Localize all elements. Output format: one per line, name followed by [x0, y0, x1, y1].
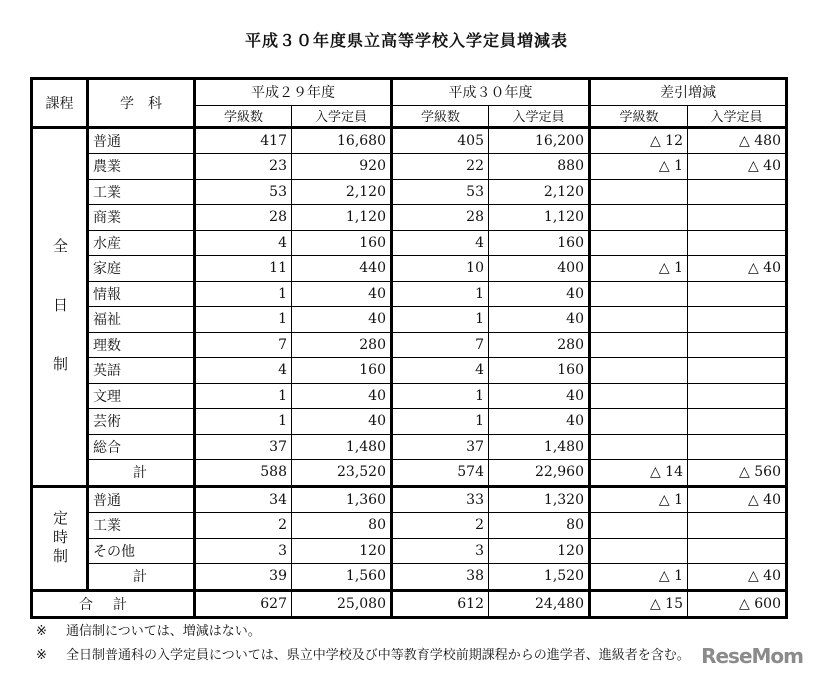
header-h29-classes: 学級数 — [195, 105, 292, 127]
cell-subject: 農業 — [88, 154, 195, 180]
cell-h30-classes: 1 — [392, 307, 489, 333]
header-h29-capacity: 入学定員 — [292, 105, 392, 127]
cell-h29-capacity: 1,560 — [292, 564, 392, 591]
cell-h30-capacity: 40 — [489, 409, 590, 435]
cell-grand-total-label: 合計 — [32, 590, 195, 618]
cell-h29-capacity: 160 — [292, 230, 392, 256]
cell-h29-capacity: 120 — [292, 538, 392, 564]
cell-diff-capacity: △ 40 — [688, 154, 787, 180]
table-row — [32, 434, 787, 460]
cell-diff-classes: △ 12 — [590, 127, 688, 154]
course-label: 全日制 — [51, 238, 69, 415]
cell-h30-capacity: 160 — [489, 358, 590, 384]
footnotes — [36, 620, 690, 668]
cell-subject: 情報 — [88, 281, 195, 307]
cell-subject: 普通 — [88, 127, 195, 154]
header-h30-classes: 学級数 — [392, 105, 489, 127]
cell-diff-capacity: △ 40 — [688, 564, 787, 591]
cell-h30-capacity: 1,480 — [489, 434, 590, 460]
cell-h30-capacity: 40 — [489, 307, 590, 333]
cell-h29-classes: 53 — [195, 179, 292, 205]
header-row-1 — [32, 79, 787, 106]
cell-diff-classes — [590, 179, 688, 205]
cell-diff-classes — [590, 513, 688, 539]
table-row — [32, 486, 787, 513]
cell-h30-capacity: 80 — [489, 513, 590, 539]
cell-diff-classes: △ 1 — [590, 564, 688, 591]
cell-diff-classes: △ 1 — [590, 486, 688, 513]
cell-diff-capacity — [688, 434, 787, 460]
cell-diff-capacity — [688, 332, 787, 358]
cell-diff-classes — [590, 538, 688, 564]
cell-subject: 普通 — [88, 486, 195, 513]
cell-h30-classes: 4 — [392, 230, 489, 256]
table-row — [32, 383, 787, 409]
cell-h30-classes: 38 — [392, 564, 489, 591]
cell-h30-capacity: 16,200 — [489, 127, 590, 154]
cell-diff-capacity — [688, 383, 787, 409]
cell-h30-classes: 1 — [392, 409, 489, 435]
cell-h29-classes: 4 — [195, 358, 292, 384]
cell-h29-capacity: 1,120 — [292, 205, 392, 231]
cell-h30-capacity: 22,960 — [489, 460, 590, 487]
cell-h29-capacity: 440 — [292, 256, 392, 282]
cell-h29-classes: 2 — [195, 513, 292, 539]
table-row — [32, 358, 787, 384]
cell-h30-classes: 3 — [392, 538, 489, 564]
cell-h30-classes: 28 — [392, 205, 489, 231]
cell-diff-capacity — [688, 307, 787, 333]
cell-h29-classes: 417 — [195, 127, 292, 154]
cell-h29-capacity: 1,480 — [292, 434, 392, 460]
cell-subject: 工業 — [88, 513, 195, 539]
header-h30: 平成３０年度 — [392, 79, 590, 106]
footnote-text: 通信制については、増減はない。 — [66, 624, 261, 639]
cell-h30-capacity: 24,480 — [489, 590, 590, 618]
cell-h29-capacity: 160 — [292, 358, 392, 384]
header-subject: 学 科 — [88, 79, 195, 128]
cell-diff-classes — [590, 358, 688, 384]
table-row — [32, 513, 787, 539]
cell-h29-classes: 1 — [195, 383, 292, 409]
subtotal-row — [32, 564, 787, 591]
cell-diff-capacity: △ 40 — [688, 486, 787, 513]
watermark-logo: ReseMom — [701, 644, 803, 668]
cell-h29-capacity: 2,120 — [292, 179, 392, 205]
table-row — [32, 179, 787, 205]
cell-h29-classes: 1 — [195, 409, 292, 435]
footnote-mark: ※ — [36, 648, 47, 663]
cell-diff-classes — [590, 307, 688, 333]
table-row — [32, 307, 787, 333]
cell-h29-capacity: 40 — [292, 383, 392, 409]
table-row — [32, 230, 787, 256]
cell-subject: 文理 — [88, 383, 195, 409]
table-row — [32, 538, 787, 564]
header-diff-capacity: 入学定員 — [688, 105, 787, 127]
cell-h30-classes: 10 — [392, 256, 489, 282]
footnote-mark: ※ — [36, 624, 47, 639]
cell-h30-classes: 37 — [392, 434, 489, 460]
cell-subject: 芸術 — [88, 409, 195, 435]
cell-subject: 英語 — [88, 358, 195, 384]
header-h30-capacity: 入学定員 — [489, 105, 590, 127]
cell-diff-classes: △ 14 — [590, 460, 688, 487]
cell-h29-classes: 1 — [195, 281, 292, 307]
cell-diff-capacity — [688, 409, 787, 435]
cell-h29-capacity: 25,080 — [292, 590, 392, 618]
footnote — [36, 644, 690, 668]
cell-subtotal-label: 計 — [88, 564, 195, 591]
cell-diff-capacity: △ 480 — [688, 127, 787, 154]
cell-diff-capacity — [688, 179, 787, 205]
cell-diff-capacity — [688, 281, 787, 307]
cell-diff-classes: △ 15 — [590, 590, 688, 618]
cell-diff-capacity — [688, 358, 787, 384]
cell-h30-capacity: 280 — [489, 332, 590, 358]
cell-h29-classes: 37 — [195, 434, 292, 460]
header-course: 課程 — [32, 79, 88, 128]
cell-h29-classes: 11 — [195, 256, 292, 282]
cell-h29-classes: 4 — [195, 230, 292, 256]
cell-h29-capacity: 1,360 — [292, 486, 392, 513]
cell-h30-classes: 612 — [392, 590, 489, 618]
cell-h29-capacity: 920 — [292, 154, 392, 180]
cell-subject: 水産 — [88, 230, 195, 256]
footnote — [36, 620, 690, 644]
cell-h29-classes: 588 — [195, 460, 292, 487]
cell-h29-capacity: 40 — [292, 307, 392, 333]
cell-h29-classes: 7 — [195, 332, 292, 358]
cell-h30-capacity: 1,520 — [489, 564, 590, 591]
cell-diff-classes — [590, 434, 688, 460]
cell-subtotal-label: 計 — [88, 460, 195, 487]
cell-subject: 理数 — [88, 332, 195, 358]
cell-h30-classes: 2 — [392, 513, 489, 539]
grand-total-row — [32, 590, 787, 618]
cell-h29-classes: 39 — [195, 564, 292, 591]
cell-subject: その他 — [88, 538, 195, 564]
table-row — [32, 205, 787, 231]
course-cell — [32, 127, 88, 486]
cell-h29-capacity: 280 — [292, 332, 392, 358]
cell-diff-classes — [590, 409, 688, 435]
cell-h30-classes: 22 — [392, 154, 489, 180]
course-cell — [32, 486, 88, 590]
table-row — [32, 281, 787, 307]
course-label: 定時制 — [51, 509, 69, 567]
cell-h30-capacity: 880 — [489, 154, 590, 180]
cell-subject: 商業 — [88, 205, 195, 231]
table-row — [32, 332, 787, 358]
cell-diff-capacity — [688, 230, 787, 256]
cell-diff-capacity: △ 560 — [688, 460, 787, 487]
cell-diff-capacity: △ 600 — [688, 590, 787, 618]
cell-h30-classes: 1 — [392, 281, 489, 307]
cell-diff-capacity — [688, 538, 787, 564]
cell-subject: 総合 — [88, 434, 195, 460]
cell-diff-capacity: △ 40 — [688, 256, 787, 282]
cell-h29-capacity: 16,680 — [292, 127, 392, 154]
header-diff: 差引増減 — [590, 79, 787, 106]
cell-h30-classes: 7 — [392, 332, 489, 358]
header-diff-classes: 学級数 — [590, 105, 688, 127]
page-title: 平成３０年度県立高等学校入学定員増減表 — [244, 31, 568, 50]
cell-h29-capacity: 23,520 — [292, 460, 392, 487]
table-row — [32, 127, 787, 154]
cell-h30-classes: 574 — [392, 460, 489, 487]
cell-diff-classes — [590, 332, 688, 358]
cell-h29-classes: 28 — [195, 205, 292, 231]
cell-h30-capacity: 120 — [489, 538, 590, 564]
cell-h30-classes: 53 — [392, 179, 489, 205]
table-row — [32, 409, 787, 435]
enrollment-table — [30, 77, 788, 619]
cell-h29-classes: 23 — [195, 154, 292, 180]
table-body — [32, 127, 787, 618]
cell-diff-capacity — [688, 205, 787, 231]
cell-h29-classes: 1 — [195, 307, 292, 333]
subtotal-row — [32, 460, 787, 487]
footnote-text: 全日制普通科の入学定員については、県立中学校及び中等教育学校前期課程からの進学者、進級者を含む。 — [66, 648, 690, 663]
cell-subject: 福祉 — [88, 307, 195, 333]
cell-h30-capacity: 400 — [489, 256, 590, 282]
cell-diff-classes — [590, 281, 688, 307]
cell-h29-classes: 3 — [195, 538, 292, 564]
cell-h30-capacity: 2,120 — [489, 179, 590, 205]
cell-subject: 工業 — [88, 179, 195, 205]
cell-h30-classes: 4 — [392, 358, 489, 384]
table-row — [32, 154, 787, 180]
cell-diff-classes: △ 1 — [590, 256, 688, 282]
header-h29: 平成２９年度 — [195, 79, 392, 106]
cell-h30-classes: 1 — [392, 383, 489, 409]
cell-h29-classes: 34 — [195, 486, 292, 513]
cell-diff-classes — [590, 230, 688, 256]
table-row — [32, 256, 787, 282]
cell-h30-capacity: 1,120 — [489, 205, 590, 231]
cell-diff-classes — [590, 383, 688, 409]
cell-h29-capacity: 80 — [292, 513, 392, 539]
cell-h30-classes: 33 — [392, 486, 489, 513]
cell-h30-classes: 405 — [392, 127, 489, 154]
cell-h30-capacity: 1,320 — [489, 486, 590, 513]
cell-h30-capacity: 160 — [489, 230, 590, 256]
cell-h30-capacity: 40 — [489, 383, 590, 409]
cell-h29-capacity: 40 — [292, 281, 392, 307]
cell-h29-classes: 627 — [195, 590, 292, 618]
cell-h29-capacity: 40 — [292, 409, 392, 435]
cell-h30-capacity: 40 — [489, 281, 590, 307]
cell-diff-classes — [590, 205, 688, 231]
cell-subject: 家庭 — [88, 256, 195, 282]
cell-diff-classes: △ 1 — [590, 154, 688, 180]
cell-diff-capacity — [688, 513, 787, 539]
